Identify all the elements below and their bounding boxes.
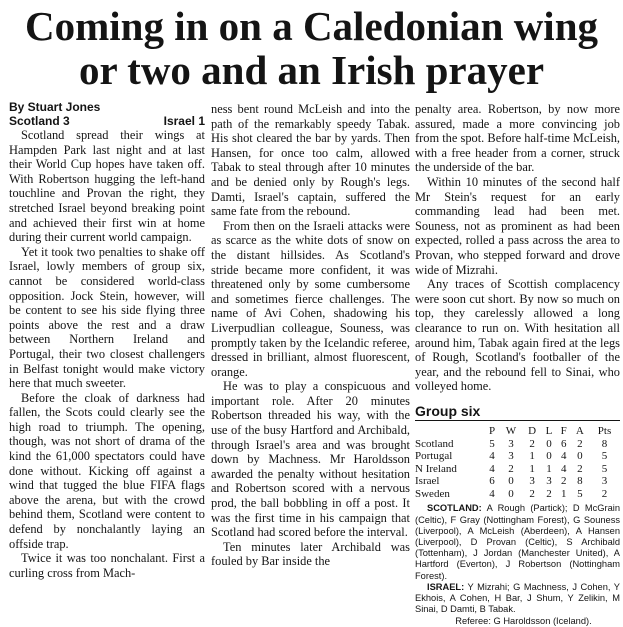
stat-cell-f: 2 <box>560 475 567 488</box>
stat-cell-l: 2 <box>546 487 552 500</box>
stat-cell-pts: 5 <box>601 462 608 475</box>
table-header: D <box>528 425 537 438</box>
stat-cell-f: 6 <box>560 437 567 450</box>
stat-cell-d: 2 <box>529 437 535 450</box>
score-away: Israel 1 <box>163 114 205 128</box>
stat-cell-d: 2 <box>529 487 535 500</box>
stat-cell-p: 6 <box>489 475 495 488</box>
stat-cell-pts: 2 <box>601 487 608 500</box>
team-name-cell: Scotland <box>415 437 454 450</box>
table-body <box>415 438 620 501</box>
stat-cell-f: 4 <box>560 450 567 463</box>
table-header: A <box>575 425 584 438</box>
stat-cell-w: 2 <box>508 462 514 475</box>
paragraph: Before the cloak of darkness had fallen, the Scots could clearly see the high road to triumph. The opening, though, was not short of drama of the kind the 61,000 spectators could have done without. Kicking off against a wind that tugged the blue FIFA flags above the arena, but with the crowd behind them, Scotland were content to defend by nonchalantly laying an offside trap. <box>9 390 205 551</box>
table-header: F <box>560 425 567 438</box>
stat-cell-a: 0 <box>577 450 583 463</box>
paragraph: Any traces of Scottish complacency were soon cut short. By now so much on top, they carelessly allowed a long clearance to run on. With hesitation all around him, Tabak again fired at the legs of Rough, Scotland's footballer of the year, and the rebound fell to Sinai, who volleyed home. <box>415 277 620 394</box>
stat-cell-w: 0 <box>508 487 514 500</box>
table-header-team <box>415 425 485 438</box>
paragraph: Twice it was too nonchalant. First a curling cross from Mach- <box>9 551 205 580</box>
stat-cell-d: 3 <box>529 475 535 488</box>
paragraph: ness bent round McLeish and into the path of the remarkably speedy Tabak. His shot cleared the bar by yards. Then Hansen, for once too calm, allowed Tabak to steal through after 10 minutes and be denied only by Rough's legs. Damti, Israel's captain, suffered the same fate from the rebound. <box>211 102 410 219</box>
stat-cell-p: 4 <box>489 487 495 500</box>
paragraph: Scotland spread their wings at Hampden Park last night and at last their World Cup hopes have taken off. With Robertson hugging the left-hand touchline and Provan the right, they stretched Israel beyond breaking point and achieved their first win at home during their current world campaign. <box>9 128 205 245</box>
table-header: W <box>505 425 517 438</box>
team-lineups <box>415 503 620 626</box>
table-row <box>415 438 620 451</box>
team-name-cell: Sweden <box>415 487 450 500</box>
stat-cell-w: 0 <box>508 475 514 488</box>
team-name-cell: N Ireland <box>415 462 457 475</box>
stat-cell-a: 2 <box>577 437 583 450</box>
scotland-lineup <box>415 503 620 581</box>
article-column-2 <box>211 102 410 569</box>
stat-cell-a: 2 <box>577 462 583 475</box>
stat-cell-a: 8 <box>577 475 583 488</box>
match-score <box>9 114 205 128</box>
paragraph: From then on the Israeli attacks were as scarce as the white dots of snow on the distant hillsides. As Scotland's stride became more confident, it was threatened only by some cumbersome and sometimes fierce challenges. The name of Avi Cohen, shadowing his Liverpudlian colleague, Souness, was promptly taken by the Icelandic referee, dressed in brilliant, almost fluorescent, orange. <box>211 218 410 379</box>
stat-cell-d: 1 <box>529 462 535 475</box>
table-header-row <box>415 425 620 438</box>
stat-cell-f: 4 <box>560 462 567 475</box>
group-standings-table <box>415 425 620 500</box>
paragraph: Yet it took two penalties to shake off Israel, lowly members of group six, cannot be considered world-class opposition. Jock Stein, however, will be content to see his side flying three points above the rest and a draw between Northern Ireland and Portugal, their two closest challengers in Belfast tonight would make victory here that much sweeter. <box>9 244 205 391</box>
paragraph: Within 10 minutes of the second half Mr Stein's request for an early commanding lead had been met. Souness, not as prominent as had been expected, rolled a pass across the area to Provan, who stepped forward and drove wide of Mizrahi. <box>415 174 620 277</box>
group-table-title: Group six <box>415 404 620 422</box>
score-home: Scotland 3 <box>9 114 70 128</box>
team-name-cell: Israel <box>415 475 440 488</box>
stat-cell-l: 1 <box>546 462 552 475</box>
article-column-3 <box>415 102 620 627</box>
israel-label: ISRAEL: <box>427 581 465 592</box>
stat-cell-a: 5 <box>577 487 583 500</box>
israel-players: Y Mizrahi; G Machness, J Cohen, Y Ekhois, A Cohen, H Bar, J Shum, Y Zelikin, M Sinai, D Damti, B Tabak. <box>415 581 620 615</box>
headline-line-1: Coming in on a Caledonian wing <box>25 3 598 49</box>
stat-cell-l: 0 <box>546 437 552 450</box>
paragraph: penalty area. Robertson, by now more assured, made a more convincing job from the spot. Before half-time McLeish, with a free header from a corner, struck the underside of the bar. <box>415 102 620 175</box>
paragraph: He was to play a conspicuous and important role. After 20 minutes Robertson threaded his way, with the use of the busy Hartford and Archibald, through Israel's area and was brought down by Machness. Mr Haroldsson awarded the penalty without hesitation and Robertson scored with a nervous prod, the ball bobbling in off a post. It was the first time in his campaign that Scotland had scored before the interval. <box>211 379 410 540</box>
scotland-players: A Rough (Partick); D McGrain (Celtic), F Gray (Nottingham Forest), G Souness (Liverpool), A McLeish (Aberdeen), A Hansen (Liverpool), D Provan (Celtic), S Archibald (Tottenham), J Jordan (Manchester United), A Hartford (Everton), J Robertson (Nottingham Forest). <box>415 503 620 581</box>
israel-lineup <box>415 582 620 616</box>
stat-cell-w: 3 <box>508 437 514 450</box>
table-header: L <box>545 425 553 438</box>
stat-cell-w: 3 <box>508 450 514 463</box>
stat-cell-l: 3 <box>546 475 552 488</box>
stat-cell-p: 4 <box>489 450 495 463</box>
article-column-1 <box>9 100 205 580</box>
scotland-label: SCOTLAND: <box>427 503 482 514</box>
table-row <box>415 475 620 488</box>
stat-cell-pts: 3 <box>601 475 608 488</box>
headline-line-2: or two and an Irish prayer <box>78 47 545 93</box>
table-header: Pts <box>597 425 612 438</box>
stat-cell-l: 0 <box>546 450 552 463</box>
team-name-cell: Portugal <box>415 450 453 463</box>
byline: By Stuart Jones <box>9 100 101 114</box>
table-header: P <box>488 425 496 438</box>
stat-cell-pts: 8 <box>601 437 608 450</box>
headline <box>0 4 623 92</box>
table-row <box>415 463 620 476</box>
table-row <box>415 488 620 501</box>
paragraph: Ten minutes later Archibald was fouled by Bar inside the <box>211 539 410 569</box>
referee-line: Referee: G Haroldsson (Iceland). <box>455 615 592 626</box>
stat-cell-d: 1 <box>529 450 535 463</box>
stat-cell-f: 1 <box>560 487 567 500</box>
stat-cell-pts: 5 <box>601 450 608 463</box>
table-row <box>415 450 620 463</box>
stat-cell-p: 5 <box>489 437 495 450</box>
stat-cell-p: 4 <box>489 462 495 475</box>
